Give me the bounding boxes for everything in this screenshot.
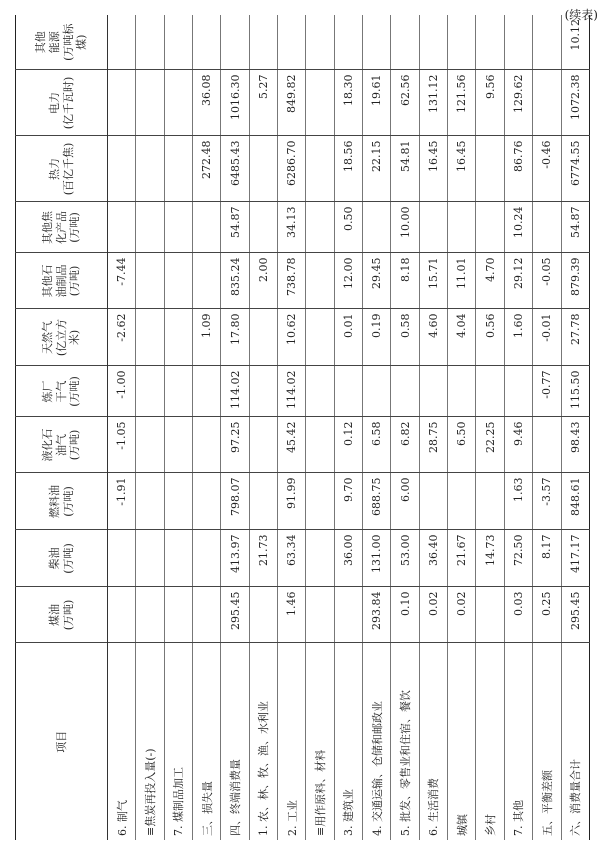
row-label: 五、平衡差额 — [533, 643, 561, 840]
column-header-line: 油气 — [54, 434, 68, 456]
table-cell: -2.62 — [108, 309, 136, 366]
table-cell: 19.61 — [363, 70, 391, 136]
column-header-line: 其他 — [34, 31, 47, 54]
table-cell: 1.09 — [193, 309, 221, 366]
table-cell: 15.71 — [419, 253, 447, 309]
table-cell: 1.63 — [504, 473, 532, 530]
table-cell: 848.61 — [561, 473, 590, 530]
column-header — [16, 70, 108, 136]
table-cell: -0.77 — [533, 366, 561, 417]
table-cell: 16.45 — [419, 136, 447, 202]
table-cell: 16.45 — [448, 136, 476, 202]
table-cell — [136, 309, 164, 366]
table-cell: 53.00 — [391, 530, 419, 587]
row-label: 六、消费量合计 — [561, 643, 590, 840]
table-cell: 63.34 — [278, 530, 306, 587]
table-cell — [164, 136, 192, 202]
table-cell — [306, 473, 334, 530]
table-cell — [533, 15, 561, 70]
table-cell — [221, 15, 249, 70]
table-cell — [193, 366, 221, 417]
row-label: ≡用作原料、材料 — [306, 643, 334, 840]
column-header-line: 化产品 — [54, 211, 68, 244]
column-header — [16, 253, 108, 309]
table-cell — [108, 15, 136, 70]
table-cell — [419, 366, 447, 417]
table-cell — [306, 530, 334, 587]
column-header — [16, 309, 108, 366]
table-cell: 86.76 — [504, 136, 532, 202]
table-cell — [108, 136, 136, 202]
row-label: 4. 交通运输、仓储和邮政业 — [363, 643, 391, 840]
column-header-line: (万吨) — [61, 543, 75, 574]
column-header-line: 热力 — [47, 158, 61, 180]
table-cell: 27.78 — [561, 309, 590, 366]
table-cell: 45.42 — [278, 417, 306, 473]
table-cell — [136, 530, 164, 587]
table-row — [363, 15, 391, 840]
table-cell: 6485.43 — [221, 136, 249, 202]
table-cell — [193, 202, 221, 253]
column-header-line: 天然气 — [40, 321, 54, 354]
table-cell: 295.45 — [221, 587, 249, 643]
column-header-line: (亿立方米) — [54, 318, 82, 357]
table-cell — [306, 136, 334, 202]
column-header — [16, 530, 108, 587]
row-label: 3. 建筑业 — [334, 643, 362, 840]
table-cell — [249, 366, 277, 417]
table-cell: 6286.70 — [278, 136, 306, 202]
table-cell — [164, 366, 192, 417]
table-cell — [278, 15, 306, 70]
table-cell: 91.99 — [278, 473, 306, 530]
row-label: 四、终端消费量 — [221, 643, 249, 840]
table-cell — [476, 202, 504, 253]
table-cell — [136, 417, 164, 473]
table-cell: 11.01 — [448, 253, 476, 309]
table-row — [504, 15, 532, 840]
table-cell: 114.02 — [221, 366, 249, 417]
table-cell — [504, 15, 532, 70]
table-cell: 36.40 — [419, 530, 447, 587]
table-cell — [448, 366, 476, 417]
row-label: 6. 制气 — [108, 643, 136, 840]
table-cell: 9.70 — [334, 473, 362, 530]
table-wrapper — [15, 15, 590, 840]
column-header-line: 炼厂 — [40, 380, 54, 403]
row-label: 7. 其他 — [504, 643, 532, 840]
table-cell — [164, 417, 192, 473]
table-cell: 10.12 — [561, 15, 590, 70]
table-cell — [164, 70, 192, 136]
column-header-line: 其他石 — [40, 264, 54, 298]
row-label: 三、损失量 — [193, 643, 221, 840]
table-cell — [306, 417, 334, 473]
table-cell: 6.82 — [391, 417, 419, 473]
header-row — [16, 15, 108, 840]
table-cell: 738.78 — [278, 253, 306, 309]
table-row — [561, 15, 590, 840]
table-cell: 1.60 — [504, 309, 532, 366]
table-cell: -0.01 — [533, 309, 561, 366]
table-cell — [504, 366, 532, 417]
continued-label: (续表) — [564, 8, 598, 22]
table-row — [193, 15, 221, 840]
table-cell: 8.17 — [533, 530, 561, 587]
table-cell: 5.27 — [249, 70, 277, 136]
table-cell — [391, 366, 419, 417]
table-cell — [476, 366, 504, 417]
table-cell — [476, 136, 504, 202]
table-cell: 6.50 — [448, 417, 476, 473]
column-header — [16, 366, 108, 417]
table-row — [334, 15, 362, 840]
table-body — [108, 15, 590, 840]
table-cell: -7.44 — [108, 253, 136, 309]
table-row — [391, 15, 419, 840]
table-cell: 54.81 — [391, 136, 419, 202]
row-label: 1. 农、林、牧、渔、水利业 — [249, 643, 277, 840]
table-cell: 115.50 — [561, 366, 590, 417]
table-cell: 0.12 — [334, 417, 362, 473]
table-cell — [164, 309, 192, 366]
table-cell: 9.46 — [504, 417, 532, 473]
table-cell: -1.05 — [108, 417, 136, 473]
table-cell — [476, 473, 504, 530]
table-cell: 1.46 — [278, 587, 306, 643]
table-cell: 114.02 — [278, 366, 306, 417]
table-cell: 62.56 — [391, 70, 419, 136]
table-cell: 18.56 — [334, 136, 362, 202]
row-label: 7. 煤制品加工 — [164, 643, 192, 840]
table-cell — [306, 366, 334, 417]
column-header — [16, 417, 108, 473]
table-cell: 4.04 — [448, 309, 476, 366]
table-cell: 688.75 — [363, 473, 391, 530]
table-cell — [306, 309, 334, 366]
column-header-line: (百亿千焦) — [61, 142, 75, 196]
table-row — [108, 15, 136, 840]
row-label: 5. 批发、零售业和住宿、餐饮 — [391, 643, 419, 840]
table-cell: 22.15 — [363, 136, 391, 202]
table-cell — [306, 202, 334, 253]
table-cell — [391, 15, 419, 70]
table-cell — [249, 136, 277, 202]
table-cell — [448, 15, 476, 70]
table-cell — [249, 202, 277, 253]
table-cell — [136, 202, 164, 253]
table-cell — [164, 473, 192, 530]
table-cell: 417.17 — [561, 530, 590, 587]
row-label: 2. 工业 — [278, 643, 306, 840]
table-cell: 18.30 — [334, 70, 362, 136]
table-cell — [136, 253, 164, 309]
table-cell: 98.43 — [561, 417, 590, 473]
table-row — [476, 15, 504, 840]
table-cell — [193, 15, 221, 70]
table-cell: 0.03 — [504, 587, 532, 643]
table-cell — [164, 587, 192, 643]
row-label: 城镇 — [448, 643, 476, 840]
table-cell — [108, 70, 136, 136]
table-cell: -3.57 — [533, 473, 561, 530]
table-cell: 17.80 — [221, 309, 249, 366]
row-label: 6. 生活消费 — [419, 643, 447, 840]
table-row — [136, 15, 164, 840]
table-cell — [249, 587, 277, 643]
table-cell: 29.45 — [363, 253, 391, 309]
column-header — [16, 473, 108, 530]
table-row — [533, 15, 561, 840]
table-cell: -0.05 — [533, 253, 561, 309]
table-cell: 849.82 — [278, 70, 306, 136]
table-cell — [419, 202, 447, 253]
table-cell: 54.87 — [561, 202, 590, 253]
table-cell: 4.70 — [476, 253, 504, 309]
table-row — [306, 15, 334, 840]
column-header-line: 电力 — [47, 92, 61, 114]
column-header-line: 其他焦 — [40, 211, 54, 244]
table-cell — [249, 417, 277, 473]
column-header-line: 项目 — [54, 730, 68, 753]
table-cell: 10.62 — [278, 309, 306, 366]
column-header-line: (万吨) — [68, 212, 82, 243]
table-cell: 34.13 — [278, 202, 306, 253]
table-cell — [164, 253, 192, 309]
table-cell — [306, 253, 334, 309]
table-cell: 0.25 — [533, 587, 561, 643]
column-header-line: 油制品 — [54, 264, 68, 298]
table-row — [448, 15, 476, 840]
table-row — [249, 15, 277, 840]
column-header-line: (万吨) — [68, 429, 82, 461]
table-cell — [193, 587, 221, 643]
table-cell — [193, 473, 221, 530]
table-cell — [108, 587, 136, 643]
table-cell — [164, 15, 192, 70]
table-cell: 29.12 — [504, 253, 532, 309]
table-cell: 10.00 — [391, 202, 419, 253]
table-row — [221, 15, 249, 840]
table-cell: 54.87 — [221, 202, 249, 253]
table-cell — [136, 136, 164, 202]
table-cell: 10.24 — [504, 202, 532, 253]
column-header-line: 煤油 — [47, 604, 61, 626]
table-cell: 0.02 — [419, 587, 447, 643]
table-cell: 0.56 — [476, 309, 504, 366]
table-cell — [136, 70, 164, 136]
table-cell — [164, 530, 192, 587]
table-cell — [136, 15, 164, 70]
column-header-line: (万吨) — [61, 486, 75, 517]
column-header-line: 能源 — [47, 31, 61, 54]
table-cell: 14.73 — [476, 530, 504, 587]
table-cell — [533, 417, 561, 473]
table-cell: 6.58 — [363, 417, 391, 473]
table-cell: 4.60 — [419, 309, 447, 366]
table-cell — [533, 70, 561, 136]
table-cell — [249, 309, 277, 366]
table-cell — [249, 473, 277, 530]
table-cell: 129.62 — [504, 70, 532, 136]
table-cell — [334, 587, 362, 643]
column-header-line: 燃料油 — [47, 485, 61, 518]
column-header-line: (万吨标煤) — [61, 23, 89, 61]
table-cell: 121.56 — [448, 70, 476, 136]
table-cell — [363, 202, 391, 253]
table-cell: 0.02 — [448, 587, 476, 643]
table-cell: 36.08 — [193, 70, 221, 136]
table-cell: -1.00 — [108, 366, 136, 417]
table-cell — [448, 473, 476, 530]
column-header-item — [16, 643, 108, 840]
table-cell: 272.48 — [193, 136, 221, 202]
table-cell: 21.73 — [249, 530, 277, 587]
table-cell — [136, 366, 164, 417]
table-cell — [136, 587, 164, 643]
table-row — [278, 15, 306, 840]
table-cell: -1.91 — [108, 473, 136, 530]
column-header — [16, 202, 108, 253]
table-cell — [108, 530, 136, 587]
table-cell — [334, 366, 362, 417]
table-cell: 131.00 — [363, 530, 391, 587]
table-cell — [533, 202, 561, 253]
table-cell — [193, 417, 221, 473]
table-cell — [448, 202, 476, 253]
table-cell — [334, 15, 362, 70]
table-cell: 295.45 — [561, 587, 590, 643]
table-cell — [306, 15, 334, 70]
table-cell: 879.39 — [561, 253, 590, 309]
table-cell — [193, 253, 221, 309]
table-cell — [363, 15, 391, 70]
row-label: 乡村 — [476, 643, 504, 840]
table-cell: 0.58 — [391, 309, 419, 366]
table-cell: 6774.55 — [561, 136, 590, 202]
table-cell: 131.12 — [419, 70, 447, 136]
table-cell: 0.50 — [334, 202, 362, 253]
table-cell: 293.84 — [363, 587, 391, 643]
table-cell: 1016.30 — [221, 70, 249, 136]
column-header — [16, 136, 108, 202]
table-cell — [476, 587, 504, 643]
table-cell: 798.07 — [221, 473, 249, 530]
column-header-line: 柴油 — [47, 547, 61, 570]
table-cell: 413.97 — [221, 530, 249, 587]
table-cell — [306, 587, 334, 643]
table-cell: 12.00 — [334, 253, 362, 309]
table-cell: 835.24 — [221, 253, 249, 309]
energy-balance-table — [15, 15, 590, 840]
table-cell — [419, 473, 447, 530]
table-cell — [108, 202, 136, 253]
table-cell: 6.00 — [391, 473, 419, 530]
table-cell: 8.18 — [391, 253, 419, 309]
table-cell: 1072.38 — [561, 70, 590, 136]
table-cell: 22.25 — [476, 417, 504, 473]
table-cell: 36.00 — [334, 530, 362, 587]
column-header — [16, 15, 108, 70]
table-row — [419, 15, 447, 840]
table-cell — [136, 473, 164, 530]
table-cell — [249, 15, 277, 70]
table-cell — [476, 15, 504, 70]
table-cell: 0.10 — [391, 587, 419, 643]
column-header-line: 干气 — [54, 380, 68, 403]
column-header-line: (万吨) — [68, 265, 82, 297]
column-header-line: 液化石 — [40, 428, 54, 462]
column-header — [16, 587, 108, 643]
table-cell: 97.25 — [221, 417, 249, 473]
table-cell — [363, 366, 391, 417]
table-cell: 28.75 — [419, 417, 447, 473]
table-cell: 0.19 — [363, 309, 391, 366]
table-cell: 2.00 — [249, 253, 277, 309]
table-row — [164, 15, 192, 840]
column-header-line: (万吨) — [61, 599, 75, 631]
row-label: ≡焦炭再投入量(-) — [136, 643, 164, 840]
table-cell — [193, 530, 221, 587]
column-header-line: (万吨) — [68, 376, 82, 407]
table-cell: 21.67 — [448, 530, 476, 587]
table-cell — [306, 70, 334, 136]
table-cell: -0.46 — [533, 136, 561, 202]
table-cell: 0.01 — [334, 309, 362, 366]
table-cell: 72.50 — [504, 530, 532, 587]
table-cell: 9.56 — [476, 70, 504, 136]
column-header-line: (亿千瓦时) — [61, 76, 75, 130]
table-cell — [419, 15, 447, 70]
table-cell — [164, 202, 192, 253]
